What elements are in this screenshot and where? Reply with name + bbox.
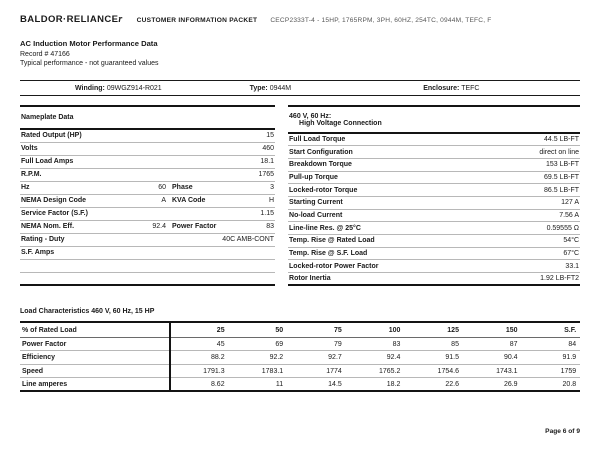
type-value: 0944M (269, 84, 292, 92)
cell-value: 14.5 (328, 380, 342, 388)
cell-value: 26.9 (503, 380, 518, 388)
cell-value: 88.2 (210, 354, 225, 361)
type-pair (250, 85, 424, 92)
column-header: 25 (216, 326, 225, 334)
cell-value: 45 (216, 340, 225, 348)
cell-value: 11 (275, 380, 284, 388)
row-label: Starting Current (289, 199, 343, 207)
cell-value: 83 (392, 340, 401, 348)
row-mid-label: Power Factor (172, 223, 217, 230)
row-value: 15 (266, 132, 275, 140)
row-label: NEMA Nom. Eff. (21, 223, 75, 230)
row-value: 1.15 (260, 210, 275, 217)
cell-value: 79 (333, 340, 342, 348)
table-row (288, 158, 580, 171)
top-header-bar (20, 14, 580, 25)
row-label: Service Factor (S.F.) (21, 210, 88, 217)
page-title: AC Induction Motor Performance Data (20, 39, 158, 48)
column-header: S.F. (564, 326, 577, 334)
winding-strip (20, 80, 580, 96)
table-row (288, 235, 580, 248)
table-row (20, 220, 275, 233)
cell-value: 1783.1 (261, 367, 284, 375)
row-mid-label: Phase (172, 184, 193, 191)
table-row (20, 364, 580, 378)
cell-value: 8.62 (210, 380, 225, 388)
nameplate-title: Nameplate Data (21, 114, 74, 121)
cell-value: 18.2 (386, 380, 401, 388)
row-value: 127 A (561, 199, 580, 207)
table-row (288, 146, 580, 159)
row-label: Speed (20, 364, 170, 378)
column-header: % of Rated Load (20, 322, 170, 337)
cell-value: 92.7 (328, 354, 342, 361)
cell-value: 1743.1 (496, 367, 518, 375)
table-row (20, 337, 580, 351)
column-header: 150 (505, 326, 518, 334)
nameplate-table (20, 105, 275, 286)
row-label: Locked-rotor Power Factor (289, 262, 379, 270)
row-mid-value: 60 (158, 184, 166, 191)
row-label: Locked-rotor Torque (289, 186, 358, 194)
row-label: Line amperes (20, 378, 170, 392)
table-row (288, 196, 580, 209)
load-characteristics-table (20, 321, 580, 392)
cell-value: 87 (509, 340, 518, 348)
row-value: 86.5 LB-FT (544, 186, 580, 194)
winding-value: 09WGZ914-R021 (106, 84, 162, 92)
row-label: Pull-up Torque (289, 173, 338, 181)
table-row (20, 142, 275, 155)
voltage-connection-table (288, 105, 580, 286)
cell-value: 92.4 (386, 354, 401, 361)
cell-value: 90.4 (503, 354, 518, 361)
cell-value: 85 (451, 340, 459, 348)
row-value: 460 (262, 145, 275, 152)
row-value: 83 (266, 223, 275, 230)
cell-value: 22.6 (445, 380, 459, 388)
enclosure-value: TEFC (461, 84, 480, 92)
table-row-empty (20, 272, 275, 285)
cell-value: 1791.3 (203, 367, 225, 375)
row-value: direct on line (539, 148, 580, 156)
table-row (20, 246, 275, 259)
nameplate-header-row (20, 106, 275, 129)
table-row (288, 133, 580, 146)
row-label: Efficiency (20, 351, 170, 365)
winding-pair (20, 85, 250, 92)
brand-logo (20, 14, 123, 25)
voltage-header-row (288, 106, 580, 133)
row-value: 54°C (563, 237, 580, 245)
cell-value: 1774 (326, 367, 342, 375)
row-label: Hz (21, 184, 30, 191)
row-mid-label: KVA Code (172, 197, 206, 204)
row-mid-value: 92.4 (152, 223, 166, 230)
table-row (20, 378, 580, 392)
row-value: 18.1 (260, 158, 275, 165)
performance-note: Typical performance - not guaranteed values (20, 60, 159, 67)
column-header: 50 (275, 326, 284, 334)
row-value: 153 LB-FT (545, 161, 580, 169)
row-label: Full Load Amps (21, 158, 74, 165)
row-label: Temp. Rise @ S.F. Load (289, 250, 368, 258)
cell-value: 92.2 (269, 354, 284, 361)
load-header-row (20, 322, 580, 337)
table-row (20, 155, 275, 168)
table-row (20, 233, 275, 246)
row-label: Volts (21, 145, 38, 152)
row-value: 69.5 LB-FT (544, 173, 580, 181)
product-code: CECP2333T-4 - 15HP, 1765RPM, 3PH, 60HZ, 254TC, 0944M, TEFC, F (270, 17, 492, 24)
record-number: Record # 47166 (20, 50, 70, 58)
row-value: 1765 (258, 171, 275, 178)
type-label: Type: (249, 84, 268, 92)
table-row (288, 171, 580, 184)
row-value: 7.56 A (559, 211, 580, 219)
nameplate-voltage-section (20, 105, 580, 286)
row-value: 3 (270, 184, 275, 191)
cell-value: 1754.6 (437, 367, 459, 375)
table-row (288, 260, 580, 273)
table-row (288, 273, 580, 286)
cell-value: 20.8 (562, 380, 577, 388)
row-label: R.P.M. (21, 171, 42, 178)
row-label: No-load Current (289, 211, 343, 219)
cell-value: 69 (275, 340, 284, 348)
table-row (20, 194, 275, 207)
brand-logo-text: BALDOR·RELIANCE (20, 14, 119, 25)
row-label: NEMA Design Code (21, 197, 87, 204)
row-mid-value: A (161, 197, 166, 204)
cell-value: 91.9 (562, 354, 577, 361)
row-label: Breakdown Torque (289, 161, 352, 169)
winding-label: Winding: (75, 84, 105, 92)
row-label: Full Load Torque (289, 136, 346, 144)
cell-value: 91.5 (445, 354, 459, 361)
table-row (20, 207, 275, 220)
voltage-title-line2: High Voltage Connection (299, 119, 382, 127)
voltage-title-line1: 460 V, 60 Hz: (289, 112, 332, 120)
table-row (288, 209, 580, 222)
row-value: 40C AMB-CONT (222, 236, 275, 243)
row-value: H (268, 197, 275, 204)
table-row (20, 129, 275, 142)
row-label: Power Factor (20, 337, 170, 351)
row-label: Temp. Rise @ Rated Load (289, 237, 375, 245)
cell-value: 1759 (560, 367, 577, 375)
row-value: 44.5 LB-FT (544, 136, 580, 144)
row-label: S.F. Amps (21, 249, 55, 256)
doc-title-block (20, 39, 580, 67)
row-value: 67°C (563, 250, 580, 258)
row-value: 33.1 (565, 262, 580, 270)
column-header: 125 (447, 326, 459, 334)
page-number: Page 6 of 9 (545, 428, 580, 435)
row-label: Line-line Res. @ 25°C (289, 224, 361, 232)
enclosure-pair (423, 85, 580, 92)
table-row (288, 184, 580, 197)
row-value (122, 246, 275, 259)
table-row-empty (20, 259, 275, 272)
cell-value: 1765.2 (378, 367, 401, 375)
row-label: Rating - Duty (21, 236, 65, 243)
column-header: 100 (388, 326, 401, 334)
voltage-title (288, 106, 580, 133)
table-row (288, 247, 580, 260)
table-row (20, 351, 580, 365)
table-row (288, 222, 580, 235)
row-value: 0.59555 Ω (546, 224, 580, 232)
row-label: Rated Output (HP) (21, 132, 82, 140)
cell-value: 84 (568, 340, 577, 348)
packet-title: CUSTOMER INFORMATION PACKET (136, 17, 258, 24)
load-characteristics-title: Load Characteristics 460 V, 60 Hz, 15 HP (20, 308, 155, 316)
brand-logo-mark: r (118, 14, 123, 25)
row-label: Rotor Inertia (289, 275, 331, 283)
column-header: 75 (333, 326, 342, 334)
table-row (20, 181, 275, 194)
row-value: 1.92 LB-FT2 (540, 275, 580, 283)
row-label: Start Configuration (289, 148, 353, 156)
enclosure-label: Enclosure: (423, 84, 460, 92)
table-row (20, 168, 275, 181)
